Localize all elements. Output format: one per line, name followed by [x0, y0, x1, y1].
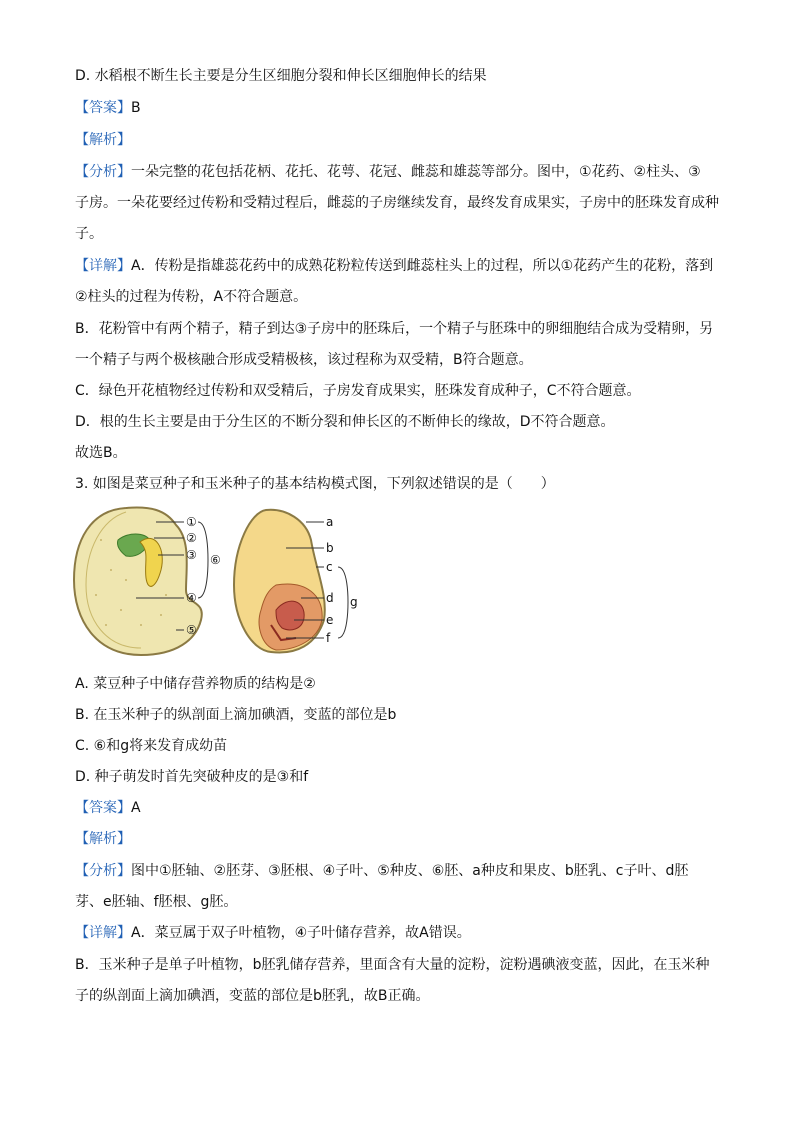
question-line: 3. 如图是菜豆种子和玉米种子的基本结构模式图，下列叙述错误的是（ ） [75, 476, 555, 492]
option-d: D. 种子萌发时首先突破种皮的是③和f [75, 769, 309, 785]
text-line: 【详解】A．传粉是指雄蕊花药中的成熟花粉粒传送到雌蕊柱头上的过程，所以①花药产生的花粉，落到 [75, 258, 714, 274]
answer-line: 【答案】B [75, 100, 141, 116]
text-line: 子房。一朵花要经过传粉和受精过程后，雌蕊的子房继续发育，最终发育成果实，子房中的胚珠发育成种 [75, 195, 719, 211]
text-line: 一个精子与两个极核融合形成受精极核，该过程称为双受精，B符合题意。 [75, 352, 533, 368]
label-c: c [326, 560, 333, 574]
label-d: d [326, 591, 334, 605]
text-line: 子。 [75, 226, 103, 242]
label-3: ③ [186, 548, 197, 562]
label-g: g [350, 595, 358, 609]
text-line: ②柱头的过程为传粉，A不符合题意。 [75, 289, 308, 305]
corn-seed [234, 510, 358, 653]
analysis-heading: 【解析】 [75, 831, 131, 847]
label-5: ⑤ [186, 623, 197, 637]
text-line: 【分析】图中①胚轴、②胚芽、③胚根、④子叶、⑤种皮、⑥胚、a种皮和果皮、b胚乳、c子叶、d胚 [75, 863, 689, 879]
label-b: b [326, 541, 334, 555]
text-line: D. 水稻根不断生长主要是分生区细胞分裂和伸长区细胞伸长的结果 [75, 68, 487, 84]
option-b: B. 在玉米种子的纵剖面上滴加碘酒，变蓝的部位是b [75, 707, 397, 723]
bean-seed [74, 508, 221, 655]
label-4: ④ [186, 591, 197, 605]
label-a: a [326, 515, 334, 529]
seed-structure-figure [66, 500, 366, 660]
label-1: ① [186, 515, 197, 529]
text-line: B．玉米种子是单子叶植物，b胚乳储存营养，里面含有大量的淀粉，淀粉遇碘液变蓝，因此，在玉米种 [75, 957, 710, 973]
text-line: D．根的生长主要是由于分生区的不断分裂和伸长区的不断伸长的缘故，D不符合题意。 [75, 414, 615, 430]
text-line: 芽、e胚轴、f胚根、g胚。 [75, 894, 238, 910]
text-line: 故选B。 [75, 445, 127, 461]
analysis-heading: 【解析】 [75, 132, 131, 148]
label-6: ⑥ [210, 553, 221, 567]
option-c: C. ⑥和g将来发育成幼苗 [75, 738, 228, 754]
text-line: B．花粉管中有两个精子，精子到达③子房中的胚珠后，一个精子与胚珠中的卵细胞结合成为受精卵，另 [75, 321, 714, 337]
text-line: 【分析】一朵完整的花包括花柄、花托、花萼、花冠、雌蕊和雄蕊等部分。图中，①花药、②柱头、③ [75, 164, 701, 180]
text-line: 子的纵剖面上滴加碘酒，变蓝的部位是b胚乳，故B正确。 [75, 988, 430, 1004]
label-2: ② [186, 531, 197, 545]
text-line: C．绿色开花植物经过传粉和双受精后，子房发育成果实，胚珠发育成种子，C不符合题意。 [75, 383, 641, 399]
label-f: f [326, 631, 331, 645]
option-a: A. 菜豆种子中储存营养物质的结构是② [75, 676, 316, 692]
text-line: 【详解】A．菜豆属于双子叶植物，④子叶储存营养，故A错误。 [75, 925, 471, 941]
label-e: e [326, 613, 334, 627]
answer-line: 【答案】A [75, 800, 141, 816]
